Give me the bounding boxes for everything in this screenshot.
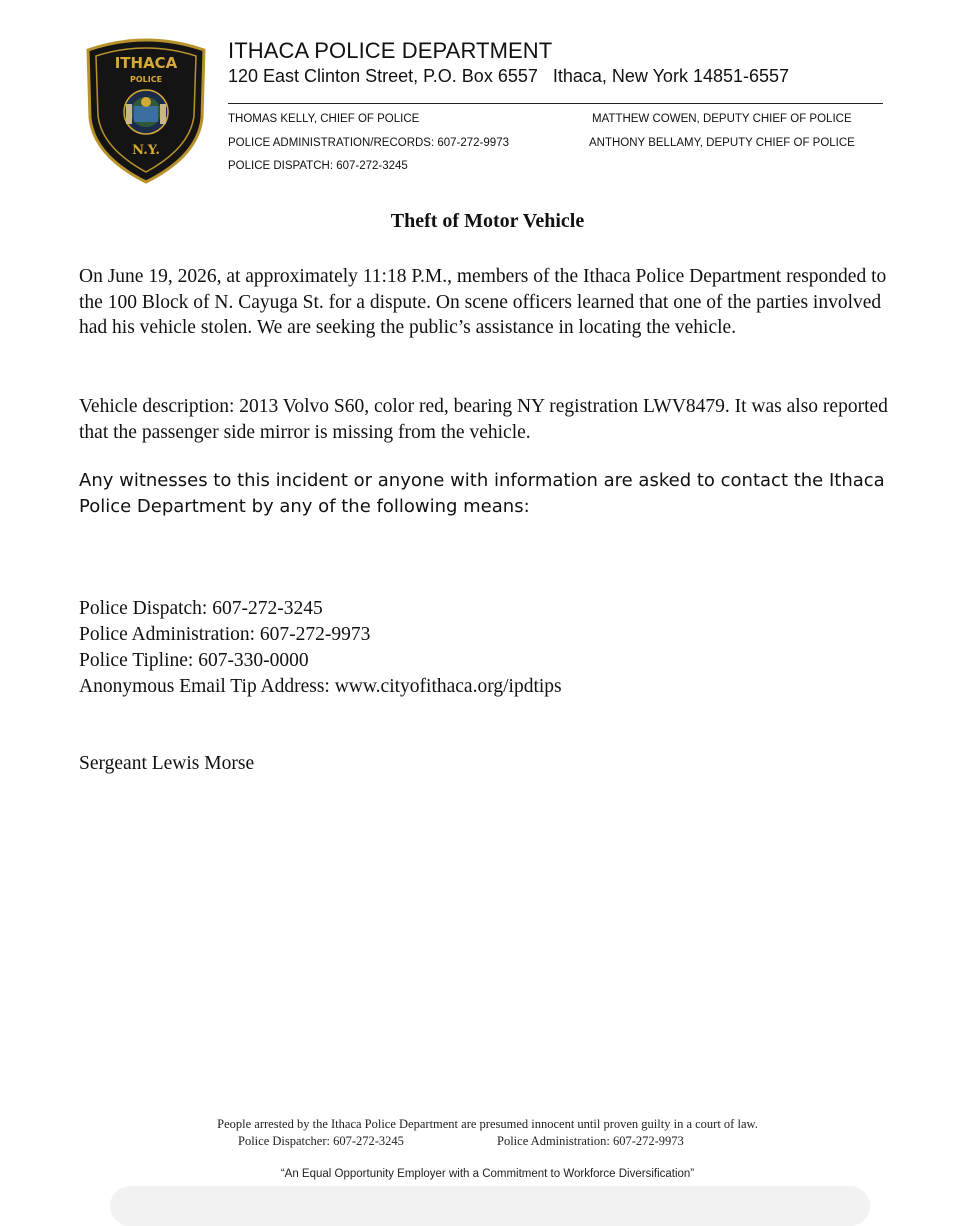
police-badge-logo	[82, 36, 210, 184]
incident-paragraph: On June 19, 2026, at approximately 11:18 P.M., members of the Ithaca Police Department responded to the 100 Block of N. Cayuga St. for a dispute. On scene officers learned that one of the parties involved had his vehicle stolen. We are seeking the public’s assistance in locating the vehicle.	[79, 266, 887, 338]
svg-text:POLICE: POLICE	[129, 75, 163, 84]
deputy-chief-2: ANTHONY BELLAMY, DEPUTY CHIEF OF POLICE	[589, 137, 855, 149]
chief-of-police: THOMAS KELLY, CHIEF OF POLICE	[228, 113, 420, 125]
footer-disclaimer: People arrested by the Ithaca Police Department are presumed innocent until proven guilty in a court of law.	[217, 1117, 758, 1131]
footer-motto: “An Equal Opportunity Employer with a Commitment to Workforce Diversification”	[280, 1168, 695, 1180]
department-name: ITHACA POLICE DEPARTMENT	[228, 38, 553, 63]
witness-request-paragraph: Any witnesses to this incident or anyone with information are asked to contact the Ithaca Police Department by any of the following means:	[79, 470, 885, 517]
svg-text:N.Y.: N.Y.	[132, 143, 160, 158]
svg-text:ITHACA: ITHACA	[114, 54, 178, 72]
contact-administration: Police Administration: 607-272-9973	[79, 624, 371, 645]
header-divider	[228, 103, 883, 104]
page-bottom-shadow	[110, 1186, 870, 1226]
contact-dispatch: Police Dispatch: 607-272-3245	[79, 598, 323, 619]
vehicle-description-paragraph: Vehicle description: 2013 Volvo S60, color red, bearing NY registration LWV8479. It was also reported that the passenger side mirror is missing from the vehicle.	[79, 396, 888, 443]
signature: Sergeant Lewis Morse	[79, 753, 255, 774]
contact-email-tip: Anonymous Email Tip Address: www.cityofithaca.org/ipdtips	[79, 676, 562, 697]
deputy-chief-1: MATTHEW COWEN, DEPUTY CHIEF OF POLICE	[592, 113, 852, 125]
department-address: 120 East Clinton Street, P.O. Box 6557 Ithaca, New York 14851-6557	[228, 66, 790, 86]
footer-administration-phone: Police Administration: 607-272-9973	[497, 1134, 684, 1148]
contact-tipline: Police Tipline: 607-330-0000	[79, 650, 309, 671]
dispatch-phone: POLICE DISPATCH: 607-272-3245	[228, 160, 408, 172]
footer-dispatcher-phone: Police Dispatcher: 607-272-3245	[238, 1134, 404, 1148]
document-title: Theft of Motor Vehicle	[390, 210, 585, 232]
admin-records-phone: POLICE ADMINISTRATION/RECORDS: 607-272-9973	[228, 137, 509, 149]
